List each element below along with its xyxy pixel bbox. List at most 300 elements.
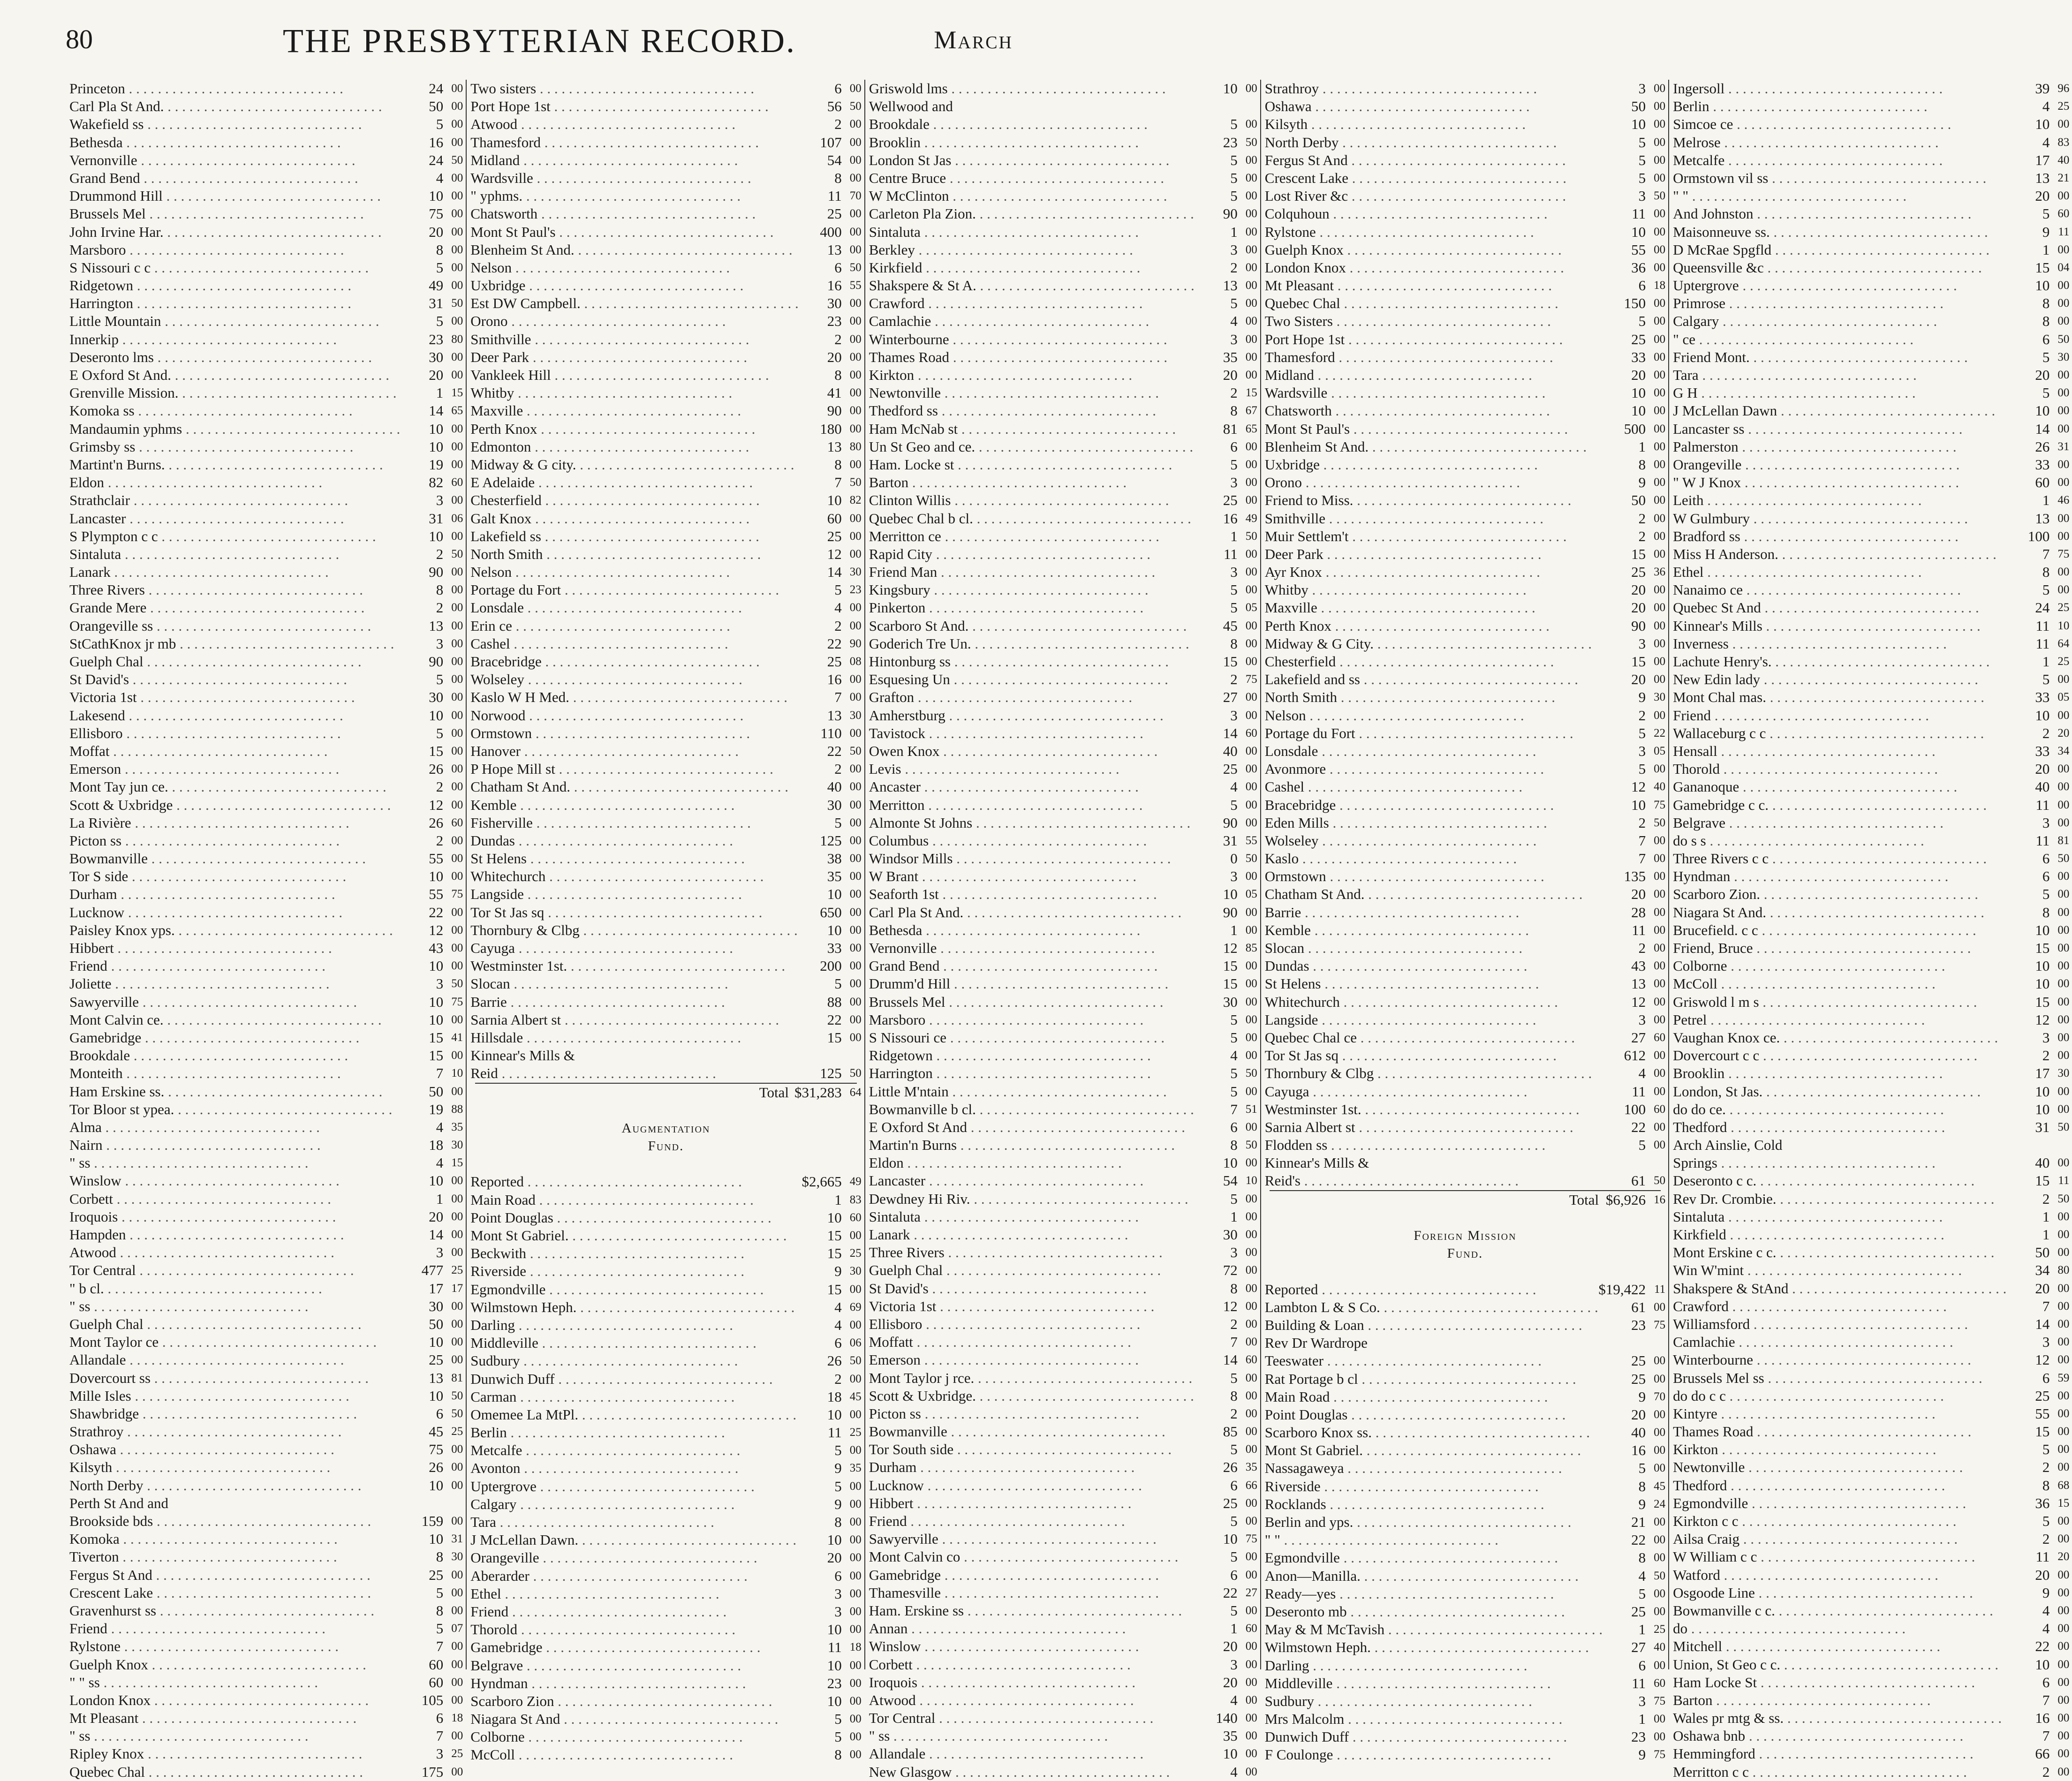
amount-cents: 25 [1654, 1623, 1666, 1636]
amount-dollars: 15 [2035, 940, 2050, 956]
amount-dollars: 25 [1631, 1352, 1646, 1369]
congregation-name: Rat Portage b cl . . . [1265, 1370, 1603, 1388]
amount-cents: 00 [849, 942, 862, 954]
congregation-name: Cayuga . . . [470, 939, 798, 957]
contribution-row [69, 491, 463, 509]
contribution-row [470, 814, 861, 832]
congregation-name: Amherstburg . . . [869, 707, 1195, 724]
congregation-name: Hibbert . . . [869, 1494, 1195, 1512]
amount-dollars: 10 [827, 1209, 842, 1226]
amount-dollars: 3 [1230, 1244, 1238, 1261]
amount-cents: 17 [451, 1282, 463, 1295]
amount-cents: 00 [849, 207, 862, 220]
amount-cents: 00 [1245, 82, 1257, 95]
amount-dollars: 36 [2035, 1494, 2050, 1511]
amount-cents: 00 [1245, 243, 1257, 256]
contribution-row [869, 975, 1257, 993]
contribution-row [69, 778, 463, 796]
congregation-name: Riverside . . . [470, 1262, 798, 1280]
contribution-row [69, 1154, 463, 1172]
congregation-name: Ellisboro . . . [69, 724, 400, 742]
amount-cents: 00 [1245, 1210, 1257, 1223]
contribution-row [470, 563, 861, 581]
amount-dollars: 11 [2035, 832, 2050, 849]
amount-cents: 49 [849, 1175, 862, 1188]
congregation-name: Thamesville . . . [869, 1584, 1195, 1602]
amount-dollars: 10 [827, 886, 842, 903]
amount-dollars: 8 [2042, 904, 2050, 921]
contribution-row [1673, 528, 2069, 545]
congregation-name: Middleville . . . [470, 1334, 798, 1352]
congregation-name: Friend, Bruce . . . [1673, 939, 2006, 957]
amount-cents: 00 [849, 82, 862, 95]
amount-cents: 00 [2057, 1102, 2070, 1116]
amount-cents: 00 [1245, 619, 1257, 632]
contribution-row [470, 241, 861, 259]
amount-cents: 10 [2057, 619, 2070, 632]
contribution-row [470, 366, 861, 384]
contribution-row [69, 1548, 463, 1566]
amount-dollars: 5 [2042, 348, 2050, 365]
amount-cents: 30 [451, 1139, 463, 1152]
contribution-row [470, 1047, 861, 1064]
amount-dollars: 5 [1230, 116, 1238, 133]
amount-cents: 20 [2057, 726, 2070, 740]
amount-dollars: 10 [827, 492, 842, 509]
contribution-row [1265, 1638, 1665, 1656]
amount-cents: 00 [451, 82, 463, 95]
congregation-name: Cayuga . . . [1265, 1083, 1603, 1101]
amount-cents: 00 [849, 762, 862, 776]
amount-cents: 00 [1245, 906, 1257, 919]
amount-dollars: 18 [827, 1388, 842, 1405]
amount-cents: 00 [849, 1444, 862, 1457]
congregation-name: Springs . . . [1673, 1154, 2006, 1172]
contribution-row [1673, 98, 2069, 115]
amount-dollars: 4 [834, 1298, 842, 1315]
amount-dollars: 180 [820, 420, 842, 437]
congregation-name: Winslow . . . [69, 1172, 400, 1190]
amount-dollars: 22 [429, 904, 444, 921]
congregation-name: Berlin and yps. . . . [1265, 1513, 1603, 1531]
congregation-name: Portage du Fort . . . [1265, 724, 1603, 742]
contribution-row [470, 1352, 861, 1370]
contribution-row [69, 850, 463, 868]
contribution-row [470, 187, 861, 205]
amount-cents: 22 [1654, 726, 1666, 740]
amount-cents: 00 [451, 440, 463, 453]
congregation-name: do do ce. . . . [1673, 1101, 2006, 1118]
amount-cents: 00 [1245, 1407, 1257, 1420]
congregation-name: Kilsyth . . . [69, 1458, 400, 1476]
amount-cents: 00 [2057, 297, 2070, 310]
contribution-row [869, 1674, 1257, 1691]
congregation-name: Winterbourne . . . [869, 331, 1195, 348]
congregation-name: Total [1569, 1191, 1599, 1208]
amount-dollars: 12 [1223, 940, 1238, 956]
congregation-name: Brussels Mel ss . . . [1673, 1369, 2006, 1387]
amount-dollars: 33 [1631, 348, 1646, 365]
amount-dollars: 1 [2042, 492, 2050, 509]
amount-dollars: 7 [834, 474, 842, 491]
amount-dollars: 25 [2035, 1387, 2050, 1404]
amount-dollars: 16 [827, 277, 842, 294]
amount-dollars: 7 [436, 1065, 444, 1082]
amount-dollars: 61 [1631, 1298, 1646, 1315]
congregation-name: Almonte St Johns . . . [869, 814, 1195, 832]
amount-cents: 00 [1245, 279, 1257, 292]
amount-cents: 00 [1245, 1443, 1257, 1456]
contribution-row [869, 1208, 1257, 1226]
contribution-row [1673, 688, 2069, 706]
total-row [1265, 1191, 1665, 1209]
congregation-name: Dundas . . . [1265, 957, 1603, 975]
congregation-name: Kemble . . . [470, 796, 798, 814]
congregation-name: Un St Geo and ce. . . . [869, 438, 1195, 456]
congregation-name: Kirkfield . . . [1673, 1226, 2006, 1244]
amount-cents: 00 [2057, 583, 2070, 596]
congregation-name: La Rivière . . . [69, 814, 400, 832]
contribution-row [470, 1298, 861, 1316]
congregation-name: Moffat . . . [69, 742, 400, 760]
contribution-row [869, 1261, 1257, 1279]
amount-dollars: 4 [1638, 1567, 1646, 1584]
congregation-name: Gananoque . . . [1673, 778, 2006, 796]
contribution-row [1265, 528, 1665, 545]
contribution-row [1673, 1154, 2069, 1172]
contribution-row [470, 259, 861, 277]
amount-cents: 00 [451, 1299, 463, 1313]
amount-cents: 00 [849, 369, 862, 381]
amount-cents: 00 [451, 655, 463, 668]
congregation-name: Whitby . . . [1265, 581, 1603, 599]
congregation-name: Tavistock . . . [869, 724, 1195, 742]
amount-cents: 00 [451, 583, 463, 596]
congregation-name: Chatsworth . . . [470, 205, 798, 223]
contribution-row [69, 312, 463, 330]
amount-cents: 00 [849, 834, 862, 847]
amount-dollars: 2 [436, 599, 444, 616]
contribution-row [1265, 1136, 1665, 1154]
amount-cents: 05 [1245, 888, 1257, 901]
contribution-row [1673, 1405, 2069, 1423]
contribution-row [470, 599, 861, 617]
amount-cents: 00 [2057, 888, 2070, 901]
congregation-name: Guelph Chal . . . [869, 1261, 1195, 1279]
congregation-name: " ss . . . [869, 1727, 1195, 1745]
amount-dollars: 13 [429, 617, 444, 634]
congregation-name: Langside . . . [470, 885, 798, 903]
contribution-row [69, 1226, 463, 1244]
congregation-name: Mont Taylor ce . . . [69, 1333, 400, 1351]
amount-dollars: 1 [2042, 1208, 2050, 1225]
amount-cents: 00 [1654, 1049, 1666, 1062]
amount-cents: 64 [2057, 637, 2070, 650]
amount-cents: 00 [849, 1516, 862, 1529]
congregation-name: Columbus . . . [869, 832, 1195, 850]
contribution-row [869, 850, 1257, 868]
amount-dollars: 38 [827, 850, 842, 867]
contribution-row [1673, 814, 2069, 832]
amount-dollars: 3 [436, 635, 444, 652]
amount-dollars: 7 [834, 689, 842, 706]
amount-dollars: 5 [1638, 724, 1646, 741]
amount-dollars: 25 [1631, 1370, 1646, 1387]
contribution-row [1673, 1691, 2069, 1709]
amount-cents: 00 [1245, 1192, 1257, 1205]
contribution-row [1673, 1208, 2069, 1226]
contribution-row [69, 438, 463, 456]
amount-cents: 00 [2057, 870, 2070, 883]
amount-dollars: 26 [827, 1352, 842, 1369]
congregation-name: Fisherville . . . [470, 814, 798, 832]
amount-cents: 00 [1245, 547, 1257, 560]
amount-cents: 00 [1245, 1371, 1257, 1384]
amount-dollars: 2 [1638, 707, 1646, 724]
amount-dollars: 15 [1223, 653, 1238, 670]
amount-cents: 00 [1245, 1515, 1257, 1527]
amount-cents: 00 [1245, 1049, 1257, 1062]
amount-dollars: 175 [421, 1763, 444, 1780]
amount-cents: 00 [2057, 1299, 2070, 1313]
amount-dollars: 15 [429, 1047, 444, 1064]
congregation-name: North Smith . . . [470, 545, 798, 563]
contribution-row [1265, 402, 1665, 420]
congregation-name: Ormstown . . . [470, 724, 798, 742]
contribution-row [869, 796, 1257, 814]
amount-dollars: 6 [436, 1710, 444, 1727]
amount-dollars: 20 [429, 367, 444, 383]
contribution-row [69, 1656, 463, 1674]
amount-cents: 00 [1245, 798, 1257, 811]
contribution-row [69, 1369, 463, 1387]
amount-dollars: 6 [1230, 1477, 1238, 1494]
amount-cents: 00 [1654, 995, 1666, 1008]
amount-dollars: 90 [429, 564, 444, 581]
amount-dollars: 23 [827, 313, 842, 330]
congregation-name: Eldon . . . [869, 1154, 1195, 1172]
amount-dollars: 12 [2035, 1351, 2050, 1368]
contribution-row [470, 402, 861, 420]
amount-dollars: 3 [834, 1585, 842, 1602]
amount-cents: 00 [451, 852, 463, 865]
amount-dollars: 23 [429, 331, 444, 347]
amount-dollars: 81 [1223, 420, 1238, 437]
congregation-name: Crawford . . . [869, 294, 1195, 312]
congregation-name: Midland . . . [1265, 366, 1603, 384]
amount-cents: 00 [2057, 942, 2070, 954]
congregation-name: Tor St Jas sq . . . [470, 904, 798, 921]
congregation-name: Dunwich Duff . . . [470, 1370, 798, 1388]
congregation-name: London Knox . . . [1265, 259, 1603, 277]
amount-dollars [1603, 1334, 1646, 1352]
amount-cents: 00 [1245, 691, 1257, 704]
congregation-name: Metcalfe . . . [1673, 151, 2006, 169]
contribution-row [69, 671, 463, 688]
amount-cents: 75 [1654, 1694, 1666, 1707]
congregation-name: E Oxford St And. . . . [69, 366, 400, 384]
contribution-row [1265, 1011, 1665, 1029]
amount-dollars: 5 [436, 1584, 444, 1601]
contribution-row [470, 420, 861, 438]
congregation-name: J McLellan Dawn . . . [1673, 402, 2006, 420]
congregation-name: Colborne . . . [470, 1728, 798, 1746]
amount-cents: 00 [451, 1192, 463, 1205]
amount-cents: 00 [1245, 261, 1257, 274]
contribution-row [1265, 1585, 1665, 1603]
contribution-row [69, 1584, 463, 1602]
amount-cents: 00 [1245, 637, 1257, 650]
amount-dollars: 11 [1632, 1675, 1646, 1691]
amount-cents: 00 [1245, 709, 1257, 722]
contribution-row [1265, 939, 1665, 957]
amount-cents: 00 [1245, 1604, 1257, 1617]
amount-cents: 00 [1654, 476, 1666, 489]
congregation-name: Friend . . . [69, 957, 400, 975]
congregation-name: " ss . . . [69, 1727, 400, 1745]
contribution-row [69, 384, 463, 402]
congregation-name: Esquesing Un . . . [869, 671, 1195, 688]
congregation-name: Sarnia Albert st . . . [470, 1011, 798, 1029]
amount-dollars: 7 [1230, 1334, 1238, 1351]
amount-cents: 00 [849, 1533, 862, 1547]
amount-dollars: 43 [429, 940, 444, 956]
amount-dollars: 5 [1230, 1065, 1238, 1082]
contribution-row [1673, 545, 2069, 563]
amount-dollars: 10 [1223, 1155, 1238, 1171]
amount-dollars: 5 [1230, 1083, 1238, 1100]
amount-cents: 88 [451, 1102, 463, 1116]
contribution-row [69, 1190, 463, 1208]
amount-cents: 00 [451, 744, 463, 757]
amount-dollars: 12 [429, 921, 444, 938]
congregation-name: Perth Knox . . . [470, 420, 798, 438]
contribution-row [1265, 1513, 1665, 1531]
amount-dollars: 10 [429, 993, 444, 1010]
amount-cents: 50 [1654, 1569, 1666, 1582]
amount-cents: 24 [1654, 1497, 1666, 1510]
contribution-row [869, 151, 1257, 169]
contribution-row [1265, 1675, 1665, 1692]
amount-dollars: 9 [1638, 474, 1646, 491]
column-2 [466, 80, 864, 1763]
congregation-name: Corbett . . . [69, 1190, 400, 1208]
amount-cents: 67 [1245, 404, 1257, 417]
contribution-row [869, 1136, 1257, 1154]
contribution-row [69, 724, 463, 742]
contribution-row [869, 420, 1257, 438]
congregation-name: " " . . . [1265, 1531, 1603, 1549]
congregation-name: W Brant . . . [869, 868, 1195, 885]
contribution-row [869, 1154, 1257, 1172]
amount-dollars: 3 [1230, 707, 1238, 724]
contribution-row [1673, 885, 2069, 903]
amount-dollars: 8 [834, 367, 842, 383]
amount-cents: 00 [1245, 225, 1257, 238]
amount-cents: 00 [1654, 1085, 1666, 1098]
contribution-row [869, 1405, 1257, 1423]
amount-dollars: 612 [1624, 1047, 1646, 1064]
congregation-name: Wolseley . . . [1265, 832, 1603, 850]
contribution-row [1265, 1281, 1665, 1298]
amount-cents: 00 [451, 726, 463, 740]
amount-dollars: 2 [436, 832, 444, 849]
amount-dollars: 30 [1223, 1226, 1238, 1243]
amount-dollars: 16 [2035, 1710, 2050, 1727]
amount-dollars: 25 [1631, 331, 1646, 347]
amount-cents: 00 [1245, 1389, 1257, 1402]
amount-dollars: 26 [429, 814, 444, 831]
contributions-columns [66, 80, 2070, 1780]
amount-dollars: 41 [827, 385, 842, 401]
amount-cents: 16 [1654, 1193, 1666, 1206]
contribution-row [69, 563, 463, 581]
contribution-row [1265, 1459, 1665, 1477]
contribution-row [869, 885, 1257, 903]
congregation-name: Berlin . . . [1673, 98, 2006, 115]
amount-dollars: 33 [2035, 456, 2050, 473]
amount-dollars: 1 [2042, 241, 2050, 258]
amount-dollars: 20 [1223, 1638, 1238, 1655]
congregation-name: Thornbury & Clbg . . . [470, 921, 798, 939]
congregation-name: Vankleek Hill . . . [470, 366, 798, 384]
congregation-name: Wardsville . . . [1265, 384, 1603, 402]
amount-dollars [2006, 1136, 2049, 1154]
contribution-row [869, 384, 1257, 402]
contribution-row [1673, 1566, 2069, 1584]
amount-cents: 00 [1245, 816, 1257, 829]
contribution-row [69, 617, 463, 635]
congregation-name: Ham McNab st . . . [869, 420, 1195, 438]
amount-cents: 50 [1654, 1174, 1666, 1187]
contribution-row [1673, 707, 2069, 724]
amount-cents: 75 [451, 995, 463, 1008]
contribution-row [1265, 904, 1665, 921]
contribution-row [1265, 921, 1665, 939]
amount-dollars: 40 [827, 778, 842, 795]
amount-cents: 00 [1245, 476, 1257, 489]
amount-dollars: 10 [429, 420, 444, 437]
congregation-name: Lachute Henry's. . . . [1673, 653, 2006, 671]
amount-cents: 25 [451, 1425, 463, 1438]
amount-dollars: 25 [1223, 1494, 1238, 1511]
contribution-row [1673, 474, 2069, 491]
amount-cents: 00 [849, 332, 862, 346]
amount-dollars: 6 [2042, 850, 2050, 867]
contribution-row [69, 277, 463, 294]
congregation-name: Maxville . . . [470, 402, 798, 420]
contribution-row [869, 832, 1257, 850]
congregation-name: Ayr Knox . . . [1265, 563, 1603, 581]
congregation-name: Niagara St And. . . . [1673, 904, 2006, 921]
congregation-name: Guelph Chal . . . [69, 1315, 400, 1333]
contribution-row [1265, 850, 1665, 868]
amount-dollars: 24 [429, 80, 444, 97]
amount-cents: 00 [849, 673, 862, 686]
congregation-name: Picton ss . . . [869, 1405, 1195, 1423]
amount-dollars: 15 [2035, 1423, 2050, 1440]
amount-cents: 50 [849, 100, 862, 113]
congregation-name: Simcoe ce . . . [1673, 115, 2006, 133]
congregation-name: Guelph Chal . . . [69, 653, 400, 671]
amount-dollars: 11 [1632, 205, 1646, 222]
congregation-name: Wakefield ss . . . [69, 115, 400, 133]
amount-cents: 00 [1654, 1354, 1666, 1367]
amount-dollars: 3 [436, 975, 444, 992]
congregation-name: Moffatt . . . [869, 1333, 1195, 1351]
amount-dollars: 5 [1230, 1602, 1238, 1619]
congregation-name: Bowmanville . . . [869, 1423, 1195, 1441]
